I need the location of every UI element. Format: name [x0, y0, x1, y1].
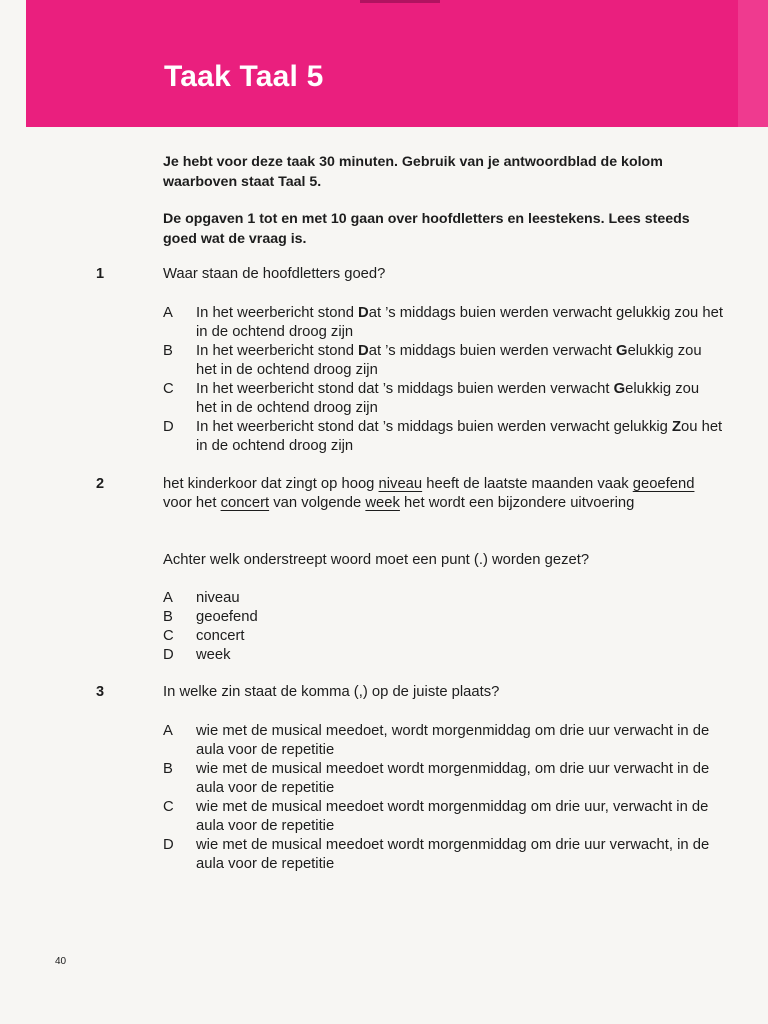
underlined-word: concert [220, 495, 270, 511]
answer-option[interactable]: C concert [163, 628, 245, 644]
question-text: Achter welk onderstreept woord moet een punt (.) worden gezet? [163, 552, 590, 568]
answer-option[interactable]: D In het weerbericht stond dat ’s middags buien werden verwacht gelukkig Zou het in de ochtend droog zijn [163, 419, 723, 454]
intro-instruction: Je hebt voor deze taak 30 minuten. Gebruik van je antwoordblad de kolom waarboven staat Taal 5. [163, 154, 663, 190]
answer-option[interactable]: A niveau [163, 590, 240, 606]
answer-option[interactable]: D wie met de musical meedoet wordt morgenmiddag om drie uur verwacht, in de aula voor de repetitie [163, 837, 710, 872]
page-number: 40 [55, 956, 67, 967]
underlined-word: niveau [378, 476, 423, 492]
answer-options [163, 589, 723, 665]
answer-option[interactable]: C wie met de musical meedoet wordt morgenmiddag om drie uur, verwacht in de aula voor de repetitie [163, 799, 709, 834]
top-rule [360, 0, 440, 3]
answer-options [163, 722, 723, 874]
answer-option[interactable]: B In het weerbericht stond Dat ’s middags buien werden verwacht Gelukkig zou het in de ochtend droog zijn [163, 343, 702, 378]
question-text: In welke zin staat de komma (,) op de juiste plaats? [163, 684, 500, 700]
answer-option[interactable]: C In het weerbericht stond dat ’s middags buien werden verwacht Gelukkig zou het in de ochtend droog zijn [163, 381, 700, 416]
question-passage: het kinderkoor dat zingt op hoog niveau heeft de laatste maanden vaak geoefend voor het concert van volgende week het wordt een bijzondere uitvoering [163, 476, 695, 511]
underlined-word: week [365, 495, 400, 511]
question-text: Waar staan de hoofdletters goed? [163, 266, 386, 282]
header-banner [26, 0, 768, 127]
question-number: 2 [96, 476, 105, 492]
answer-option[interactable]: B wie met de musical meedoet wordt morgenmiddag, om drie uur verwacht in de aula voor de repetitie [163, 761, 710, 796]
answer-option[interactable]: A wie met de musical meedoet, wordt morgenmiddag om drie uur verwacht in de aula voor de repetitie [163, 723, 710, 758]
intro-topic: De opgaven 1 tot en met 10 gaan over hoofdletters en leestekens. Lees steeds goed wat de vraag is. [163, 211, 690, 247]
answer-option[interactable]: B geoefend [163, 609, 258, 625]
answer-option[interactable]: D week [163, 647, 231, 663]
page-title: Taak Taal 5 [164, 60, 324, 93]
question-number: 3 [96, 684, 105, 700]
answer-options [163, 304, 723, 456]
underlined-word: geoefend [632, 476, 695, 492]
answer-option[interactable]: A In het weerbericht stond Dat ’s middags buien werden verwacht gelukkig zou het in de ochtend droog zijn [163, 305, 723, 340]
question-number: 1 [96, 266, 105, 282]
